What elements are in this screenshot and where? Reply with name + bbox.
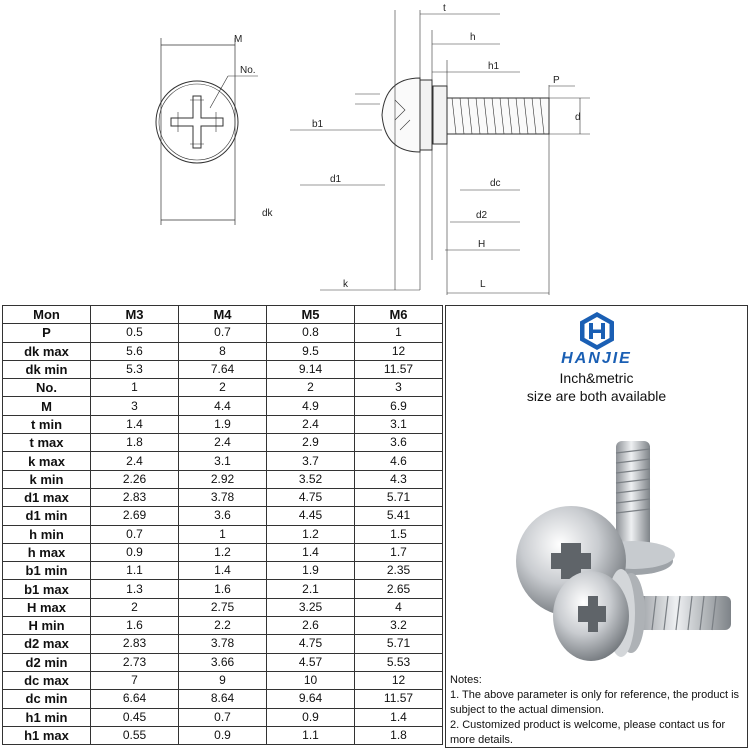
value-cell: 6.64 — [91, 690, 179, 708]
value-cell: 3.2 — [355, 617, 443, 635]
label-H: H — [478, 239, 486, 250]
table-row — [3, 525, 443, 543]
value-cell: 0.55 — [91, 726, 179, 744]
table-header: M4 — [179, 306, 267, 324]
param-name-cell: d1 max — [3, 488, 91, 506]
value-cell: 4.6 — [355, 452, 443, 470]
value-cell: 2 — [91, 598, 179, 616]
value-cell: 2.75 — [179, 598, 267, 616]
table-row — [3, 617, 443, 635]
value-cell: 2.92 — [179, 470, 267, 488]
value-cell: 0.7 — [91, 525, 179, 543]
table-row — [3, 434, 443, 452]
value-cell: 1 — [179, 525, 267, 543]
param-name-cell: P — [3, 324, 91, 342]
table-row — [3, 726, 443, 744]
value-cell: 1.6 — [179, 580, 267, 598]
value-cell: 2.2 — [179, 617, 267, 635]
label-dc: dc — [490, 178, 501, 189]
value-cell: 1.3 — [91, 580, 179, 598]
table-row — [3, 580, 443, 598]
technical-drawing — [0, 0, 750, 300]
param-name-cell: d2 min — [3, 653, 91, 671]
value-cell: 1 — [355, 324, 443, 342]
value-cell: 2.26 — [91, 470, 179, 488]
value-cell: 10 — [267, 671, 355, 689]
value-cell: 2.35 — [355, 562, 443, 580]
note-1: 1. The above parameter is only for reference, the product is subject to the actual dimension. — [450, 689, 740, 716]
param-name-cell: dc min — [3, 690, 91, 708]
table-row — [3, 324, 443, 342]
value-cell: 5.53 — [355, 653, 443, 671]
table-row — [3, 342, 443, 360]
param-name-cell: No. — [3, 379, 91, 397]
value-cell: 5.6 — [91, 342, 179, 360]
value-cell: 2.6 — [267, 617, 355, 635]
value-cell: 12 — [355, 342, 443, 360]
value-cell: 1.7 — [355, 543, 443, 561]
value-cell: 9.5 — [267, 342, 355, 360]
value-cell: 2.4 — [179, 434, 267, 452]
value-cell: 0.9 — [91, 543, 179, 561]
table-row — [3, 543, 443, 561]
param-name-cell: H max — [3, 598, 91, 616]
value-cell: 4 — [355, 598, 443, 616]
value-cell: 0.8 — [267, 324, 355, 342]
value-cell: 1.4 — [91, 415, 179, 433]
value-cell: 1.2 — [267, 525, 355, 543]
param-name-cell: dk max — [3, 342, 91, 360]
label-h1: h1 — [488, 61, 500, 72]
table-body — [3, 324, 443, 745]
param-name-cell: dk min — [3, 360, 91, 378]
table-header: M5 — [267, 306, 355, 324]
value-cell: 3 — [355, 379, 443, 397]
param-name-cell: t max — [3, 434, 91, 452]
value-cell: 11.57 — [355, 690, 443, 708]
label-t: t — [443, 3, 446, 14]
value-cell: 7.64 — [179, 360, 267, 378]
side-view — [290, 10, 590, 295]
label-k: k — [343, 279, 348, 290]
value-cell: 2.69 — [91, 507, 179, 525]
value-cell: 0.7 — [179, 324, 267, 342]
note-2: 2. Customized product is welcome, please contact us for more details. — [450, 719, 726, 746]
value-cell: 3.78 — [179, 488, 267, 506]
param-name-cell: H min — [3, 617, 91, 635]
table-header: Mon — [3, 306, 91, 324]
value-cell: 1.4 — [267, 543, 355, 561]
value-cell: 2.65 — [355, 580, 443, 598]
value-cell: 2.73 — [91, 653, 179, 671]
value-cell: 1.2 — [179, 543, 267, 561]
value-cell: 1.5 — [355, 525, 443, 543]
param-name-cell: k min — [3, 470, 91, 488]
table-row — [3, 452, 443, 470]
value-cell: 1.9 — [179, 415, 267, 433]
value-cell: 1.6 — [91, 617, 179, 635]
label-d2: d2 — [476, 210, 488, 221]
table-header: M3 — [91, 306, 179, 324]
value-cell: 6.9 — [355, 397, 443, 415]
value-cell: 4.75 — [267, 488, 355, 506]
param-name-cell: h1 max — [3, 726, 91, 744]
table-row — [3, 415, 443, 433]
value-cell: 4.75 — [267, 635, 355, 653]
value-cell: 7 — [91, 671, 179, 689]
value-cell: 4.9 — [267, 397, 355, 415]
value-cell: 2.4 — [267, 415, 355, 433]
label-No: No. — [240, 65, 256, 76]
hanjie-logo — [577, 311, 617, 351]
label-P: P — [553, 75, 560, 86]
value-cell: 3.66 — [179, 653, 267, 671]
value-cell: 0.9 — [267, 708, 355, 726]
param-name-cell: d1 min — [3, 507, 91, 525]
product-panel — [445, 305, 748, 748]
value-cell: 0.9 — [179, 726, 267, 744]
value-cell: 12 — [355, 671, 443, 689]
param-name-cell: d2 max — [3, 635, 91, 653]
value-cell: 3.6 — [355, 434, 443, 452]
label-h: h — [470, 32, 476, 43]
value-cell: 9.64 — [267, 690, 355, 708]
value-cell: 1.9 — [267, 562, 355, 580]
brand-name: HANJIE — [561, 350, 632, 367]
value-cell: 2 — [179, 379, 267, 397]
value-cell: 8 — [179, 342, 267, 360]
value-cell: 2.9 — [267, 434, 355, 452]
value-cell: 2.83 — [91, 635, 179, 653]
table-row — [3, 653, 443, 671]
value-cell: 2.83 — [91, 488, 179, 506]
notes-block — [450, 673, 746, 748]
value-cell: 4.3 — [355, 470, 443, 488]
value-cell: 5.71 — [355, 635, 443, 653]
label-dk: dk — [262, 208, 273, 219]
value-cell: 9.14 — [267, 360, 355, 378]
value-cell: 0.5 — [91, 324, 179, 342]
table-row — [3, 470, 443, 488]
table-row — [3, 379, 443, 397]
table-row — [3, 488, 443, 506]
value-cell: 1.4 — [179, 562, 267, 580]
tagline-line-1: Inch&metric — [559, 370, 634, 386]
table-row — [3, 708, 443, 726]
table-row — [3, 507, 443, 525]
value-cell: 0.45 — [91, 708, 179, 726]
tagline-line-2: size are both available — [526, 388, 667, 404]
table-row — [3, 635, 443, 653]
value-cell: 1 — [91, 379, 179, 397]
value-cell: 1.1 — [91, 562, 179, 580]
param-name-cell: h1 min — [3, 708, 91, 726]
value-cell: 5.71 — [355, 488, 443, 506]
label-L: L — [480, 279, 486, 290]
label-M: M — [234, 34, 243, 45]
value-cell: 1.1 — [267, 726, 355, 744]
value-cell: 9 — [179, 671, 267, 689]
value-cell: 3 — [91, 397, 179, 415]
product-photo — [466, 431, 736, 671]
value-cell: 1.8 — [355, 726, 443, 744]
table-row — [3, 671, 443, 689]
value-cell: 1.4 — [355, 708, 443, 726]
value-cell: 3.25 — [267, 598, 355, 616]
value-cell: 4.45 — [267, 507, 355, 525]
table-row — [3, 397, 443, 415]
label-d: d — [575, 112, 581, 123]
param-name-cell: dc max — [3, 671, 91, 689]
value-cell: 4.57 — [267, 653, 355, 671]
value-cell: 2 — [267, 379, 355, 397]
value-cell: 4.4 — [179, 397, 267, 415]
spec-table — [2, 305, 443, 745]
label-b1: b1 — [312, 119, 324, 130]
value-cell: 8.64 — [179, 690, 267, 708]
value-cell: 3.52 — [267, 470, 355, 488]
param-name-cell: t min — [3, 415, 91, 433]
value-cell: 2.1 — [267, 580, 355, 598]
table-row — [3, 690, 443, 708]
value-cell: 3.6 — [179, 507, 267, 525]
value-cell: 3.1 — [179, 452, 267, 470]
value-cell: 1.8 — [91, 434, 179, 452]
table-row — [3, 562, 443, 580]
value-cell: 5.3 — [91, 360, 179, 378]
value-cell: 3.1 — [355, 415, 443, 433]
label-d1: d1 — [330, 174, 342, 185]
value-cell: 3.7 — [267, 452, 355, 470]
table-row — [3, 360, 443, 378]
notes-title: Notes: — [450, 674, 482, 686]
value-cell: 11.57 — [355, 360, 443, 378]
value-cell: 2.4 — [91, 452, 179, 470]
value-cell: 5.41 — [355, 507, 443, 525]
table-header-row — [3, 306, 443, 324]
param-name-cell: M — [3, 397, 91, 415]
value-cell: 3.78 — [179, 635, 267, 653]
param-name-cell: b1 min — [3, 562, 91, 580]
table-row — [3, 598, 443, 616]
param-name-cell: k max — [3, 452, 91, 470]
param-name-cell: h max — [3, 543, 91, 561]
value-cell: 0.7 — [179, 708, 267, 726]
param-name-cell: b1 max — [3, 580, 91, 598]
param-name-cell: h min — [3, 525, 91, 543]
table-header: M6 — [355, 306, 443, 324]
